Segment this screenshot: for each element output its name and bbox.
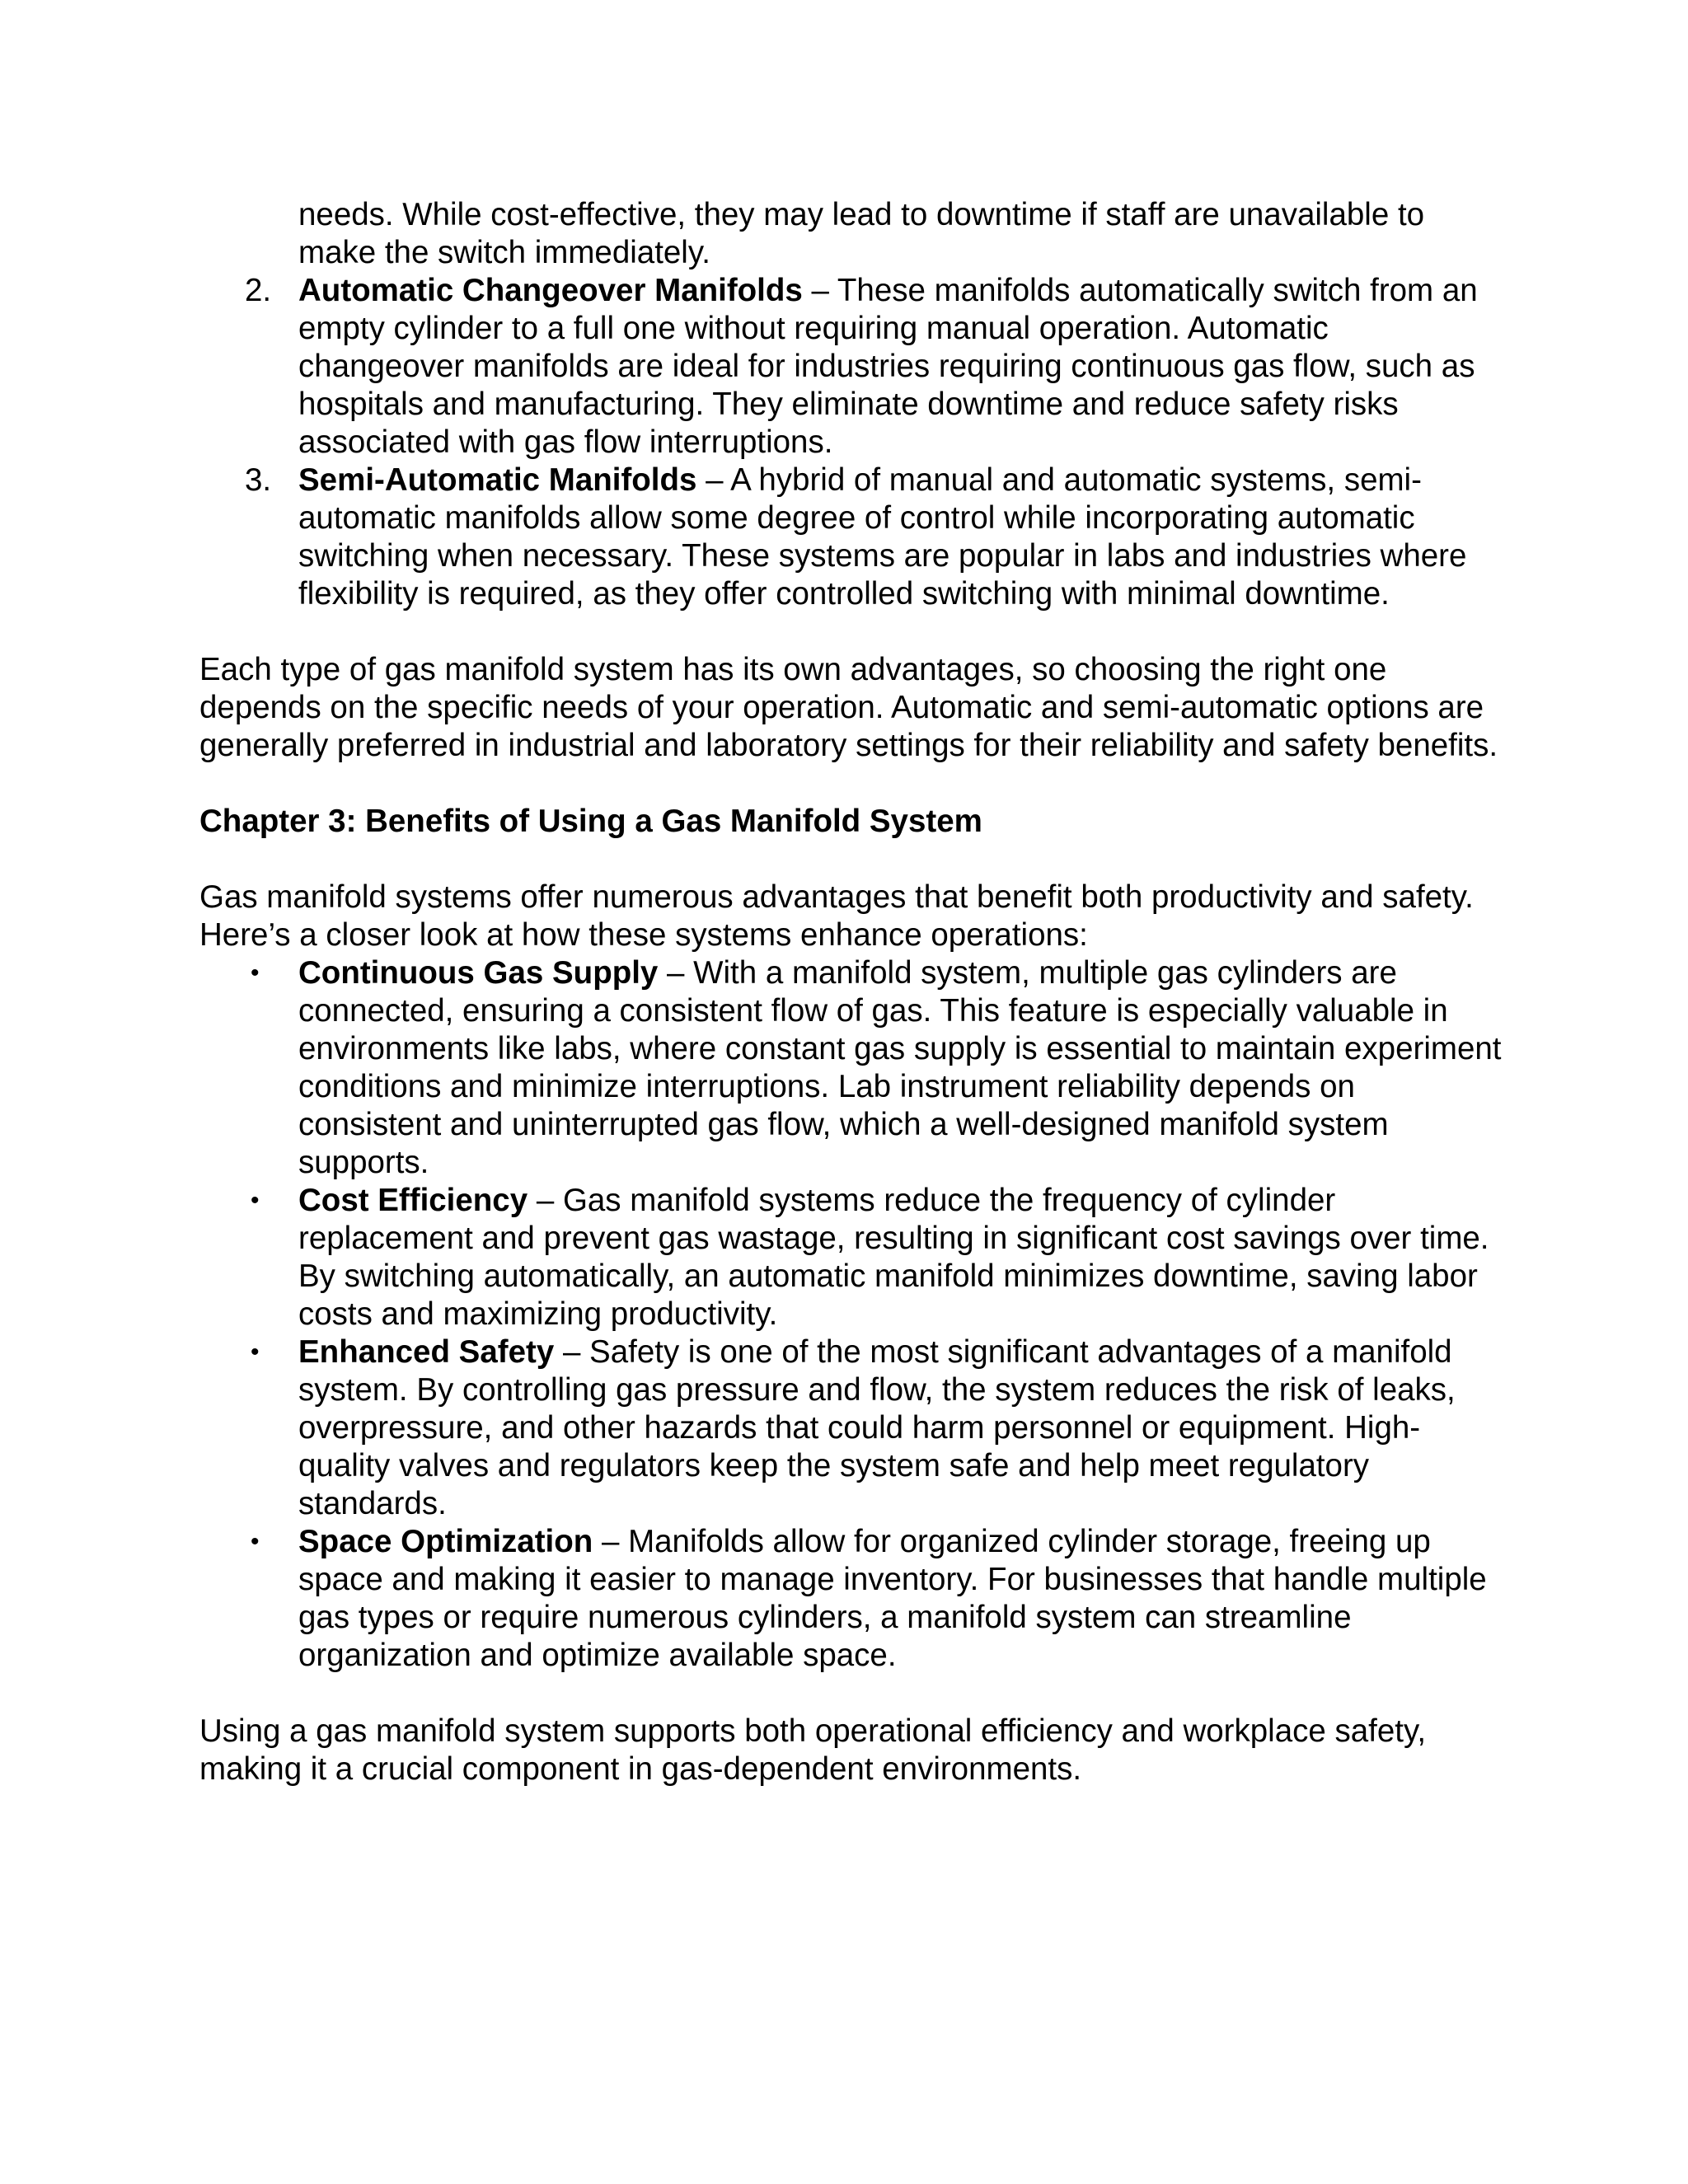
bullet-icon: •: [251, 1338, 260, 1366]
list-item-title: Cost Efficiency: [298, 1183, 528, 1218]
list-item-text: – A hybrid of manual and automatic systems, semi-automatic manifolds allow some degree of control while incorporating automatic switching when necessary. These systems are popular in labs and industries where flexibility is required, as they offer controlled switching with minimal downtime.: [298, 462, 1467, 612]
list-item-number: 3.: [245, 462, 272, 498]
list-item: [199, 954, 1502, 1182]
list-item-text: – Manifolds allow for organized cylinder storage, freeing up space and making it easier to manage inventory. For businesses that handle multiple gas types or require numerous cylinders, a manifold system can streamline organization and optimize available space.: [298, 1524, 1487, 1673]
bullet-icon: •: [251, 959, 260, 987]
list-item: [199, 272, 1502, 462]
list-item: [199, 1333, 1502, 1523]
page-content: [199, 196, 1502, 1788]
benefits-list: [199, 954, 1502, 1675]
list-item: [199, 1182, 1502, 1333]
list-item-title: Semi-Automatic Manifolds: [298, 462, 697, 498]
list-item-text: – With a manifold system, multiple gas cylinders are connected, ensuring a consistent flow of gas. This feature is especially valuable in environments like labs, where constant gas supply is essential to maintain experiment conditions and minimize interruptions. Lab instrument reliability depends on consistent and uninterrupted gas flow, which a well-designed manifold system supports.: [298, 955, 1502, 1180]
list-item-text: – Safety is one of the most significant advantages of a manifold system. By controlling gas pressure and flow, the system reduces the risk of leaks, overpressure, and other hazards that could harm personnel or equipment. High-quality valves and regulators keep the system safe and help meet regulatory standards.: [298, 1334, 1456, 1521]
list-item-text: – These manifolds automatically switch from an empty cylinder to a full one without requiring manual operation. Automatic changeover manifolds are ideal for industries requiring continuous gas flow, such as hospitals and manufacturing. They eliminate downtime and reduce safety risks associated with gas flow interruptions.: [298, 273, 1478, 460]
list-item-title: Automatic Changeover Manifolds: [298, 273, 803, 308]
list-item-title: Enhanced Safety: [298, 1334, 555, 1370]
bullet-icon: •: [251, 1528, 260, 1555]
list-item: [199, 1523, 1502, 1675]
chapter-heading: Chapter 3: Benefits of Using a Gas Manifold System: [199, 804, 982, 839]
closing-paragraph: Using a gas manifold system supports both operational efficiency and workplace safety, making it a crucial component in gas-dependent environments.: [199, 1713, 1427, 1787]
list-item-title: Continuous Gas Supply: [298, 955, 659, 991]
list-item-number: 2.: [245, 273, 272, 308]
list-item: [199, 462, 1502, 613]
list-item-title: Space Optimization: [298, 1524, 593, 1559]
list-item-text: – Gas manifold systems reduce the frequency of cylinder replacement and prevent gas wastage, resulting in significant cost savings over time. By switching automatically, an automatic manifold minimizes downtime, saving labor costs and maximizing productivity.: [298, 1183, 1489, 1332]
bullet-icon: •: [251, 1187, 260, 1214]
summary-paragraph: Each type of gas manifold system has its own advantages, so choosing the right one depends on the specific needs of your operation. Automatic and semi-automatic options are generally preferred in industrial and laboratory settings for their reliability and safety benefits.: [199, 652, 1498, 763]
continued-list-item-text: needs. While cost-effective, they may lead to downtime if staff are unavailable to make the switch immediately.: [298, 197, 1425, 270]
manifold-types-list: [199, 272, 1502, 613]
intro-paragraph: Gas manifold systems offer numerous advantages that benefit both productivity and safety. Here’s a closer look at how these systems enhance operations:: [199, 879, 1474, 953]
